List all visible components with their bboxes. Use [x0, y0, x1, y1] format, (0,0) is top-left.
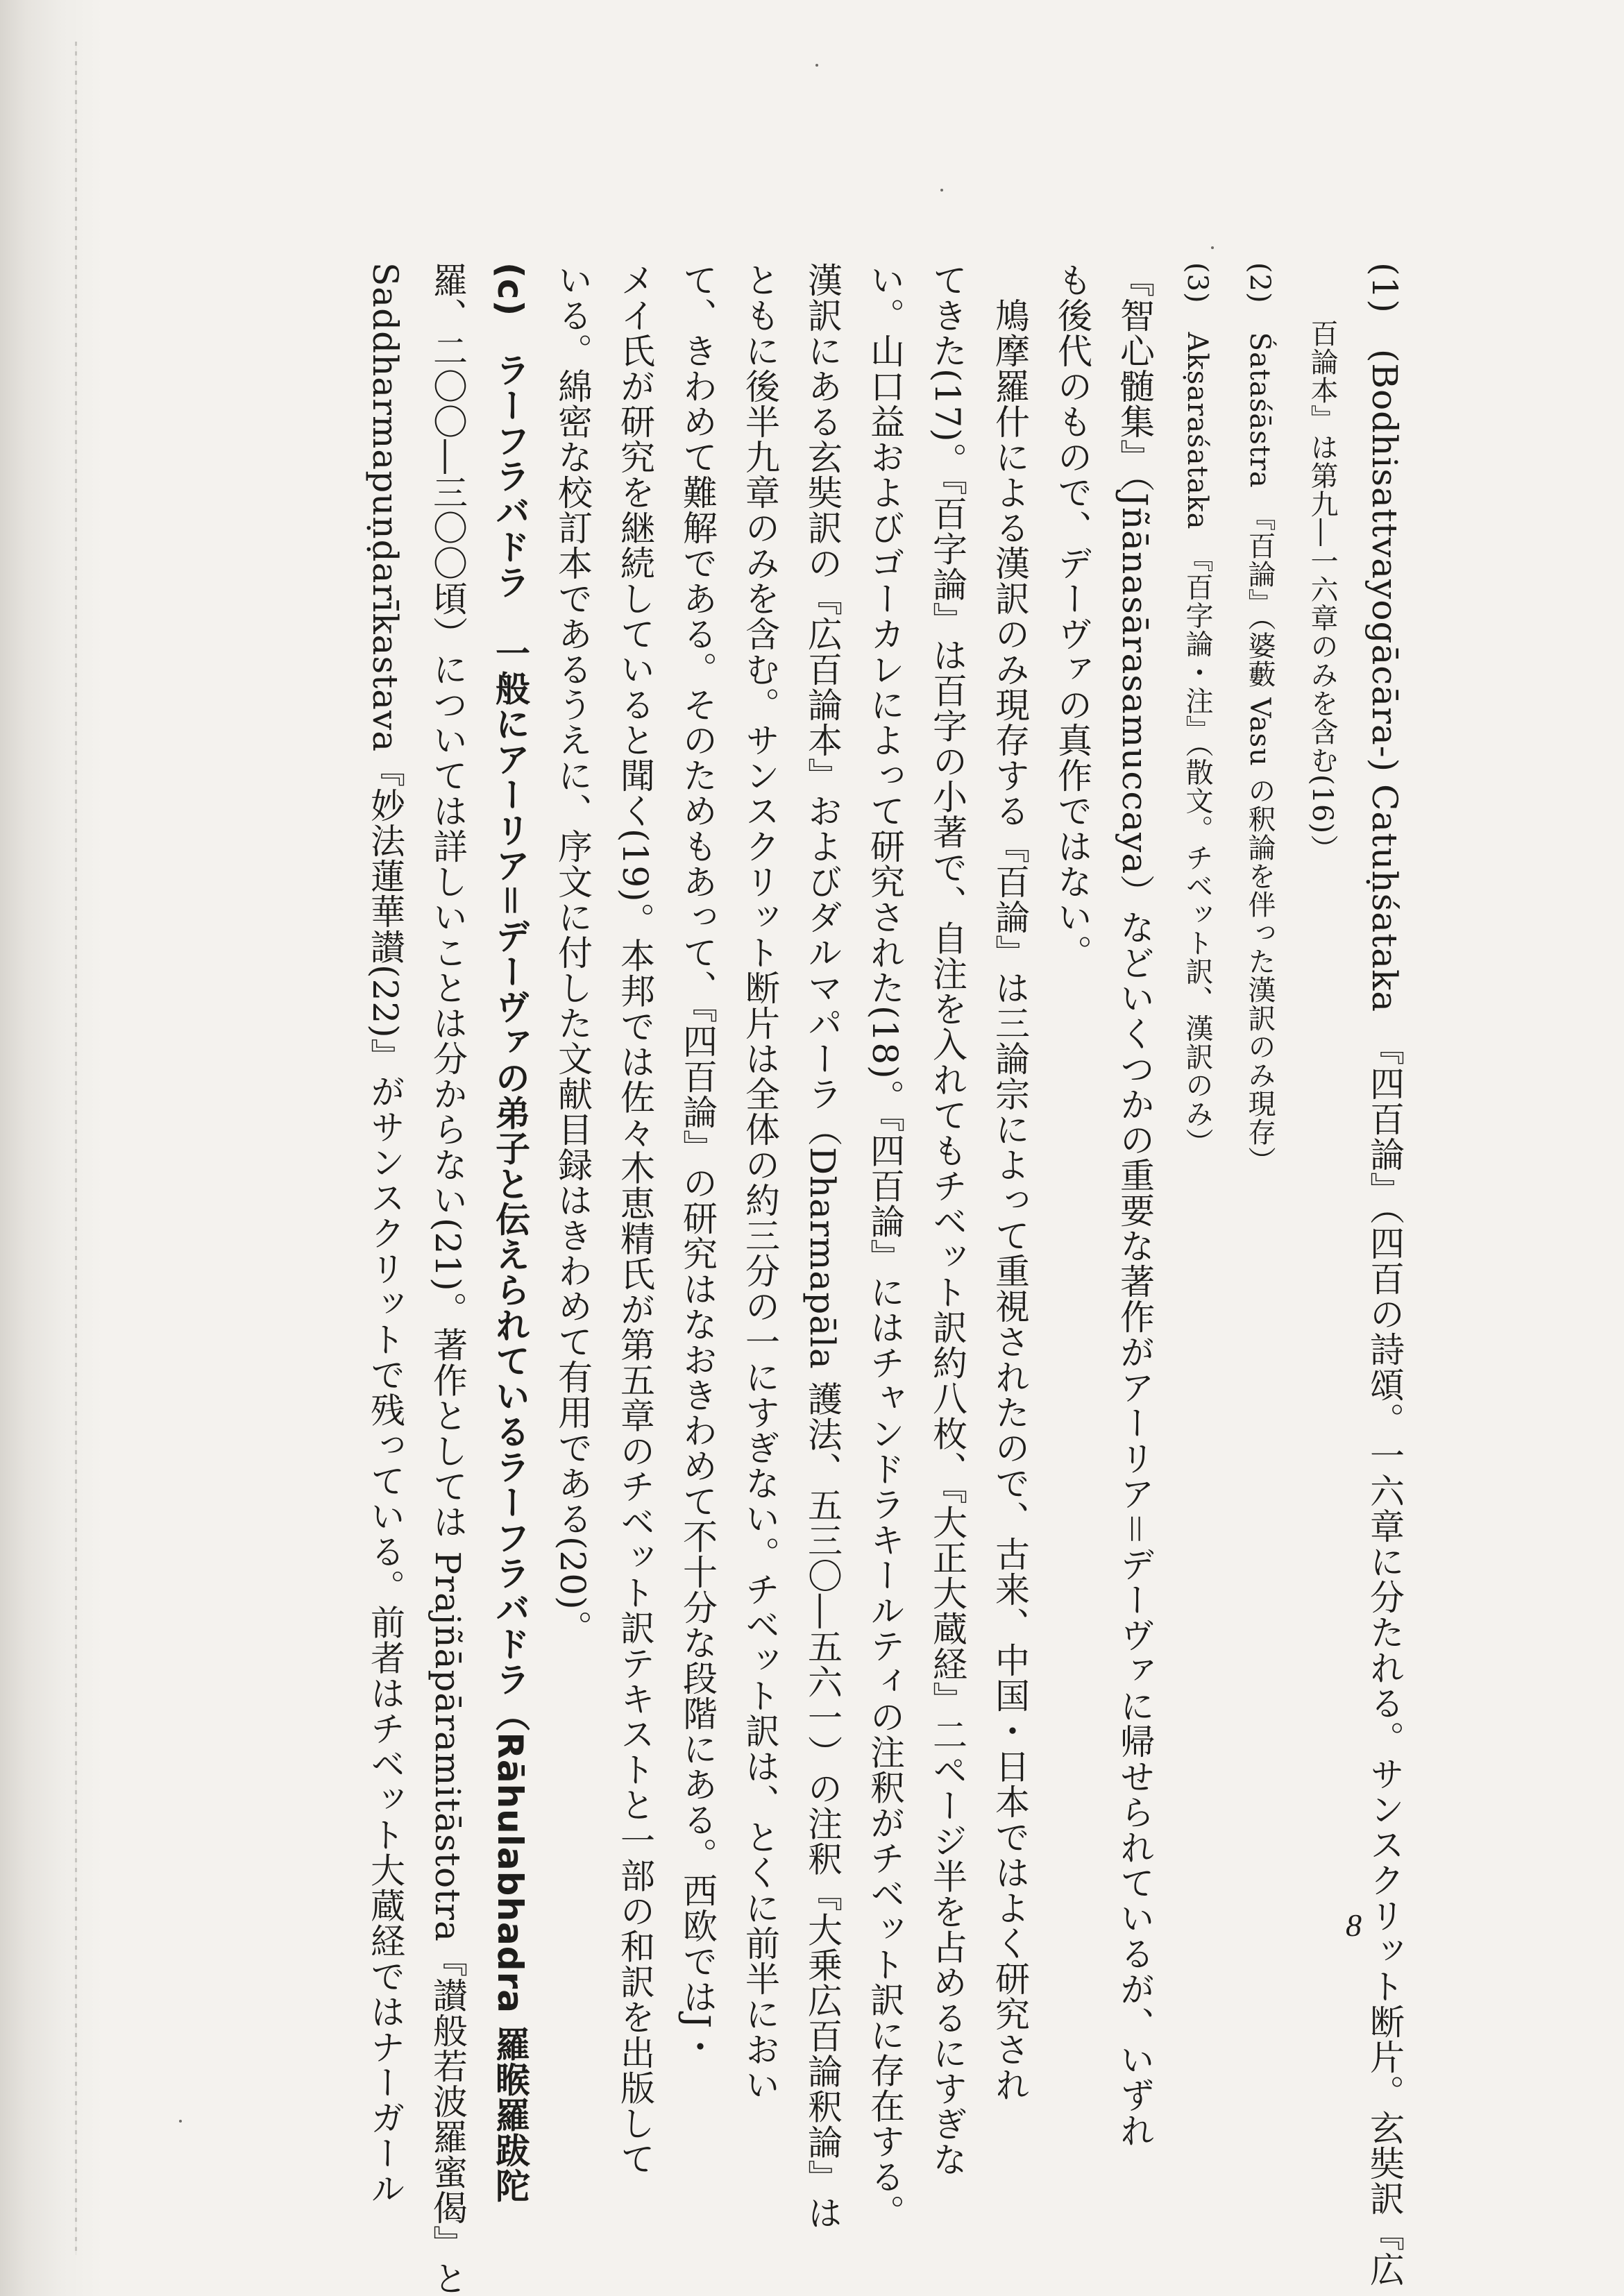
text-line: 漢訳にある玄奘訳の『広百論本』およびダルマパーラ（Dharmapāla 護法、五三〇―五六一）の注釈『大乗広百論釈論』は: [802, 262, 843, 2231]
scan-speck: [1211, 246, 1214, 249]
scan-speck: [179, 2120, 182, 2123]
page-number: 8: [1346, 1907, 1362, 1943]
text-line: ともに後半九章のみを含む。サンスクリット断片は全体の約三分の一にすぎない。チベット訳は、とくに前半におい: [740, 262, 780, 2102]
section-heading-line: (c) ラーフラバドラ 一般にアーリア＝デーヴァの弟子と伝えられているラーフラバドラ（Rāhulabhadra 羅睺羅跋陀: [490, 262, 530, 2204]
text-line: (1) (Bodhisattvayogācāra-) Catuḥśataka 『四百論』（四百の詩頌。一六章に分たれる。サンスクリット断片。玄奘訳『広: [1364, 262, 1405, 2288]
text-line: 『智心髄集』（Jñānasārasamuccaya）などいくつかの重要な著作がアーリア＝デーヴァに帰せられているが、いずれ: [1115, 262, 1155, 2149]
scan-edge: [0, 0, 104, 2296]
scan-speck: [940, 189, 943, 192]
text-line: いる。綿密な校訂本であるうえに、序文に付した文献目録はきわめて有用である(20)。: [552, 262, 593, 1646]
text-line: てきた(17)。『百字論』は百字の小著で、自注を入れてもチベット訳約八枚、『大正大蔵経』二ページ半を占めるにすぎな: [927, 262, 967, 2177]
scan-edge-line: [75, 42, 77, 2255]
vertical-text-body: [236, 262, 1416, 2296]
text-line: い。山口益およびゴーカレによって研究された(18)。『四百論』にはチャンドラキールティの注釈がチベット訳に存在する。: [865, 262, 905, 2230]
text-line: 百論本』は第九―一六章のみを含む(16)）: [1306, 262, 1338, 863]
text-line: (3) Akṣaraśataka 『百字論・注』（散文。チベット訳、漢訳のみ）: [1181, 262, 1213, 1157]
text-line: 鳩摩羅什による漢訳のみ現存する『百論』は三論宗によって重視されたので、古来、中国・日本ではよく研究され: [990, 262, 1030, 2102]
text-line: も後代のもので、デーヴァの真作ではない。: [1052, 262, 1092, 970]
text-line: 羅、二〇〇―三〇〇頃）については詳しいことは分からない(21)。著作としては Prajñāpāramitāstotra『讃般若波羅蜜偈』と: [428, 262, 468, 2296]
text-line: て、きわめて難解である。そのためもあって、『四百論』の研究はなおきわめて不十分な段階にある。西欧ではJ・: [677, 262, 718, 2065]
scan-speck: [815, 64, 818, 67]
text-line: メイ氏が研究を継続していると聞く(19)。本邦では佐々木恵精氏が第五章のチベット訳テキストと一部の和訳を出版して: [615, 262, 655, 2177]
text-line: (2) Śataśāstra 『百論』（婆藪 Vasu の釈論を伴った漢訳のみ現存）: [1244, 262, 1276, 1175]
text-line: Saddharmapuṇḍarīkastava『妙法蓮華讃(22)』がサンスクリットで残っている。前者はチベット大蔵経ではナーガール: [365, 262, 405, 2206]
